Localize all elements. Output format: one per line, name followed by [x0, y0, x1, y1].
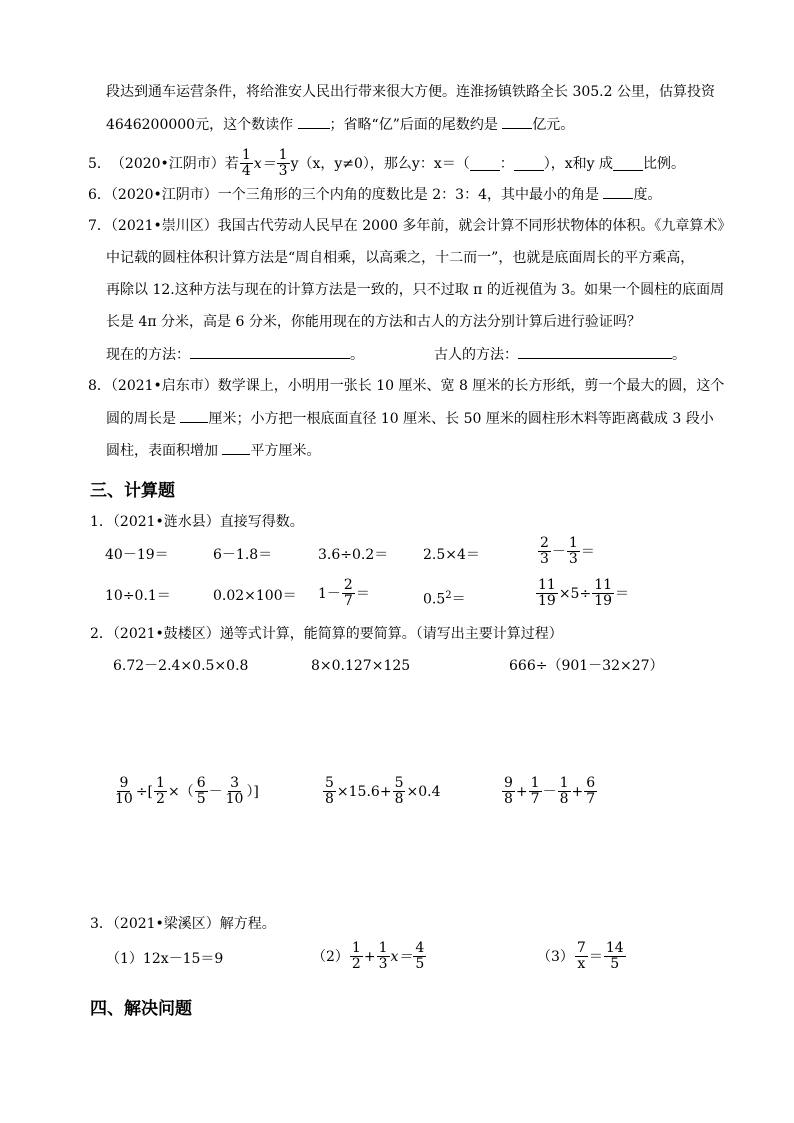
c1-i8-num: 2: [343, 577, 353, 593]
section-4-title: 四、解决问题: [90, 999, 192, 1019]
c3-eq2-b-num: 1: [378, 940, 388, 956]
c2-e6-d-den: 7: [586, 791, 596, 807]
c3-eq2-c-num: 4: [415, 940, 425, 956]
c3-eq2-a-num: 1: [351, 940, 361, 956]
c2-e4-c-den: 5: [196, 791, 206, 807]
q4-blank-read[interactable]: [298, 114, 330, 129]
q8-number: 8．: [88, 378, 111, 394]
c2-e6-d-num: 6: [586, 775, 596, 791]
q5-frac-2: [277, 148, 290, 179]
c2-e4-b-den: 2: [156, 791, 165, 807]
q8-text-2b: 厘米；小方把一根底面直径 10 厘米、长 50 厘米的圆柱形木料等距离截成 3 段小: [208, 411, 714, 427]
q5-frac-2-den: 3: [278, 163, 288, 179]
c2-e5-t2: ×0.4: [406, 783, 441, 800]
c3-eq2-frac-c: [413, 941, 426, 972]
c2-e4-t1: ÷[: [135, 783, 154, 800]
c1-item-4: 2.5×4＝: [423, 547, 480, 563]
q8-blank-2[interactable]: [222, 440, 250, 455]
c2-e6-frac-b: [529, 776, 542, 807]
c2-expr-1: 6.72－2.4×0.5×0.8: [113, 658, 249, 674]
c3-eq-1: （1）12x－15＝9: [106, 951, 224, 967]
q7-line4: 长是 4π 分米，高是 6 分米，你能用现在的方法和古人的方法分别计算后进行验证吗？: [106, 314, 641, 330]
q4-line1: 段达到通车运营条件，将给淮安人民出行带来很大方便。连淮扬镇铁路全长 305.2 公里，估算投资: [106, 84, 715, 100]
c2-e6-t2: －: [542, 783, 557, 800]
c1-i5-frac-a: [538, 536, 551, 567]
q6-number: 6．: [88, 187, 111, 203]
q7-now-label: 现在的方法：: [106, 347, 190, 363]
c1-i5-b-num: 1: [568, 535, 578, 551]
q4-text-c: 亿元。: [532, 117, 575, 133]
q5-condition: y（x，y≠0），那么: [290, 155, 412, 172]
c2-expr-5: [322, 776, 440, 807]
c3-eq-3: [537, 941, 627, 972]
c3-title: 3．（2021•梁溪区）解方程。: [90, 916, 276, 932]
c1-i5-b-den: 3: [568, 551, 578, 567]
c3-eq-2: [312, 941, 427, 972]
c2-e4-a-num: 9: [119, 775, 129, 791]
c1-item-9: [423, 586, 466, 610]
c1-i10-eq: ＝: [615, 585, 630, 602]
q5-ratio: y：x＝（: [411, 155, 470, 172]
c2-e6-frac-d: [584, 776, 597, 807]
c2-expr-3: 666÷（901－32×27）: [509, 658, 664, 674]
q5-frac-2-num: 1: [278, 147, 288, 163]
c2-e4-d-den: 10: [225, 791, 244, 807]
c3-eq2-frac-a: [350, 941, 363, 972]
c2-e4-frac-c: [195, 776, 208, 807]
q4-text-a: 4646200000元，这个数读作: [106, 117, 298, 133]
c2-expr-6: [501, 776, 598, 807]
q5-frac-1-num: 1: [241, 147, 251, 163]
c1-i8-pre: 1－: [318, 585, 341, 602]
c1-item-10: [535, 578, 629, 609]
c2-e6-frac-a: [502, 776, 515, 807]
c1-title: 1．（2021•涟水县）直接写得数。: [90, 514, 304, 530]
q5-number: 5．: [88, 155, 111, 172]
c2-e6-c-num: 1: [559, 775, 569, 791]
c1-i9-exp: 2: [445, 590, 452, 601]
c2-e4-frac-d: [224, 776, 246, 807]
q5-close: ），x和y 成: [543, 155, 613, 172]
c1-i5-frac-b: [567, 536, 580, 567]
c1-item-1: 40－19＝: [105, 547, 169, 563]
c2-e4-c-num: 6: [196, 775, 206, 791]
q5-colon: ：: [499, 155, 514, 172]
c1-i8-frac: [342, 578, 355, 609]
c1-i10-b-num: 11: [594, 577, 613, 593]
c2-e6-t1: +: [515, 783, 528, 800]
q8-text-2a: 圆的周长是: [106, 411, 181, 427]
c3-eq3-a-den: x: [577, 956, 586, 972]
c1-item-6: 10÷0.1＝: [105, 588, 171, 604]
question-5: [88, 148, 685, 179]
c3-eq2-plus: +: [363, 948, 376, 965]
c2-e5-b-den: 8: [394, 791, 404, 807]
q5-source: （2020•江阴市）若: [110, 155, 239, 172]
c2-e5-b-num: 5: [394, 775, 404, 791]
q4-line2: [106, 114, 574, 135]
c2-e4-frac-a: [113, 776, 135, 807]
q5-blank-1[interactable]: [470, 156, 500, 171]
c1-i5-a-den: 3: [540, 551, 549, 567]
q5-blank-3[interactable]: [613, 156, 643, 171]
section-3-title: 三、计算题: [90, 481, 175, 501]
q4-text-b: ；省略“亿”后面的尾数约是: [329, 117, 503, 133]
c2-e6-frac-c: [558, 776, 571, 807]
q5-end: 比例。: [643, 155, 685, 172]
q8-text-3a: 圆柱，表面积增加: [106, 443, 223, 459]
c3-eq2-c-den: 5: [415, 956, 425, 972]
q6-blank[interactable]: [603, 184, 633, 199]
c1-i10-a-den: 19: [538, 593, 556, 609]
c2-e5-a-den: 8: [325, 791, 334, 807]
c2-e4-frac-b: [154, 776, 167, 807]
c1-i10-frac-a: [536, 578, 558, 609]
c2-e6-t3: +: [571, 783, 584, 800]
q7-number: 7．: [88, 218, 111, 234]
c1-item-2: 6－1.8＝: [213, 547, 273, 563]
c3-eq3-frac-a: [575, 941, 588, 972]
q7-ancient-period: 。: [672, 347, 686, 363]
q8-blank-1[interactable]: [180, 408, 208, 423]
c2-e5-frac-a: [323, 776, 336, 807]
c1-i9-eq: ＝: [451, 591, 466, 608]
c1-item-8: [318, 578, 370, 609]
c1-item-5: [537, 536, 595, 567]
c2-e6-b-num: 1: [530, 775, 540, 791]
c1-item-3: 3.6÷0.2＝: [318, 547, 389, 563]
q8-line3: [106, 440, 320, 461]
q6-text: （2020•江阴市）一个三角形的三个内角的度数比是 2：3：4，其中最小的角是: [110, 187, 604, 203]
c1-i10-frac-b: [592, 578, 614, 609]
c2-e4-d-num: 3: [230, 775, 239, 791]
c3-eq3-a-num: 7: [576, 940, 586, 956]
c3-eq3-b-num: 14: [605, 940, 624, 956]
q5-frac-1: [240, 148, 253, 179]
c1-i5-eq: ＝: [580, 543, 595, 560]
c2-e5-a-num: 5: [325, 775, 334, 791]
c2-e6-a-den: 8: [504, 791, 513, 807]
c2-title: 2．（2021•鼓楼区）递等式计算，能简算的要简算。（请写出主要计算过程）: [90, 626, 563, 642]
c1-i8-den: 7: [343, 593, 353, 609]
q7-line3: 再除以 12.这种方法与现在的计算方法是一致的，只不过取 π 的近视值为 3。如果一个圆柱的底面周: [106, 282, 725, 298]
q7-answers: [106, 344, 364, 365]
question-6: [88, 184, 661, 205]
c1-i5-op: －: [551, 543, 566, 560]
q4-blank-approx[interactable]: [502, 114, 532, 129]
c3-eq2-x: x＝: [390, 948, 413, 965]
q7-ancient-label: 古人的方法：: [434, 347, 518, 363]
q7-text-1: （2021•崇川区）我国古代劳动人民早在 2000 多年前，就会计算不同形状物体的体积。《九章算术》: [110, 218, 732, 234]
c1-i10-mid: ×5÷: [558, 585, 592, 602]
c2-e4-b-num: 1: [156, 775, 165, 791]
c2-expr-4: [112, 776, 259, 807]
c2-e4-a-den: 10: [115, 791, 133, 807]
q8-text-3b: 平方厘米。: [250, 443, 321, 459]
q7-answers-ancient: [434, 344, 686, 365]
c1-i9-base: 0.5: [423, 591, 446, 608]
c2-e6-c-den: 8: [559, 791, 569, 807]
q6-end: 度。: [633, 187, 662, 203]
c3-eq2-frac-b: [377, 941, 390, 972]
c2-e4-t2: ×（: [167, 783, 194, 800]
c3-eq3-label: （3）: [537, 948, 574, 965]
q8-text-1: （2021•启东市）数学课上，小明用一张长 10 厘米、宽 8 厘米的长方形纸，剪一个最大的圆，这个: [110, 378, 725, 394]
q5-frac-1-den: 4: [241, 163, 251, 179]
c2-e5-frac-b: [393, 776, 406, 807]
c3-eq3-b-den: 5: [610, 956, 620, 972]
c2-e4-t3: －: [208, 783, 223, 800]
c1-i8-eq: ＝: [355, 585, 370, 602]
c3-eq2-a-den: 2: [351, 956, 361, 972]
c2-e5-t1: ×15.6+: [336, 783, 392, 800]
c1-i10-b-den: 19: [594, 593, 613, 609]
c2-expr-2: 8×0.127×125: [311, 658, 411, 674]
c1-item-7: 0.02×100＝: [213, 588, 297, 604]
q5-blank-2[interactable]: [514, 156, 544, 171]
c3-eq2-label: （2）: [312, 948, 349, 965]
c1-i5-a-num: 2: [540, 535, 549, 551]
c1-i10-a-num: 11: [538, 577, 556, 593]
c3-eq3-eq: ＝: [588, 948, 603, 965]
q7-line2: 中记载的圆柱体积计算方法是“周自相乘，以高乘之，十二而一”，也就是底面周长的平方乘高，: [106, 250, 695, 266]
c2-e6-b-den: 7: [530, 791, 540, 807]
q7-now-period: 。: [350, 347, 364, 363]
q8-line2: [106, 408, 714, 429]
c3-eq3-frac-b: [604, 941, 626, 972]
question-8-line1: [88, 376, 724, 396]
c3-eq2-b-den: 3: [378, 956, 388, 972]
q7-now-blank[interactable]: [190, 344, 350, 359]
c2-e4-t4: ）]: [246, 783, 259, 800]
q7-ancient-blank[interactable]: [518, 344, 672, 359]
question-7-line1: [88, 216, 731, 236]
c2-e6-a-num: 9: [504, 775, 513, 791]
q5-x-eq: x＝: [253, 155, 276, 172]
